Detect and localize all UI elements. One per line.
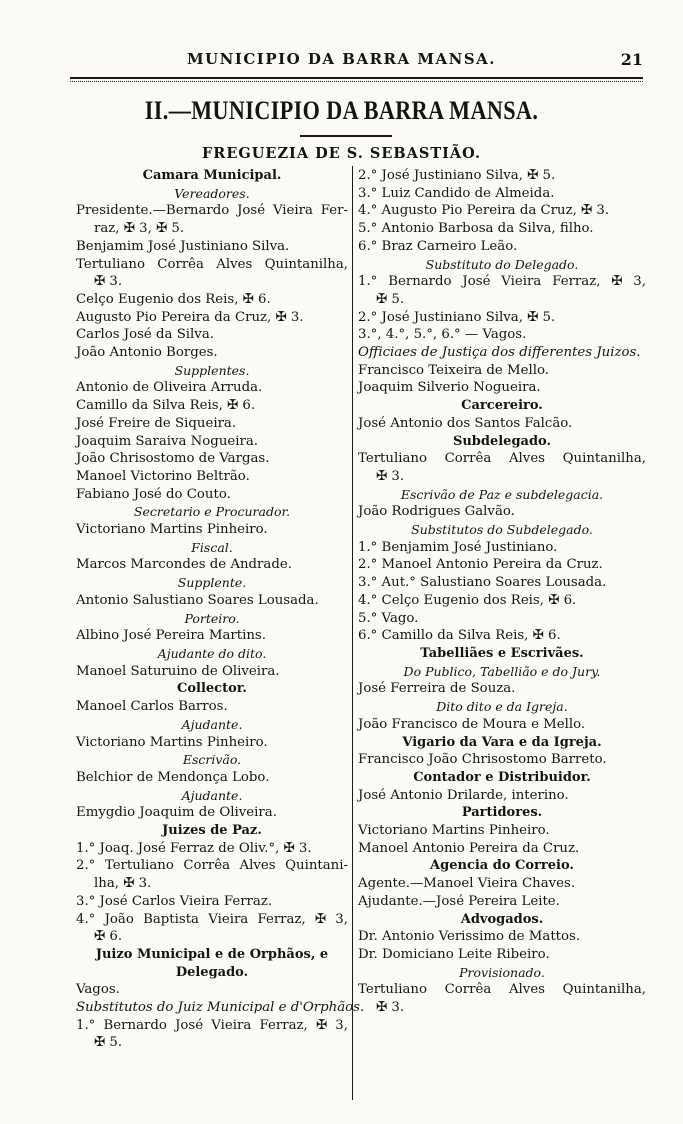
entry-line: ✠ 3. — [376, 468, 405, 484]
entry-line: 2.° José Justiniano Silva, ✠ 5. — [358, 309, 556, 325]
entry-line: Tertuliano Corrêa Alves Quintanilha, — [358, 982, 646, 998]
section-heading: Partidores. — [461, 805, 543, 821]
entry-line: Francisco João Chrisostomo Barreto. — [358, 752, 607, 768]
entry-line: 2.° Manoel Antonio Pereira da Cruz. — [358, 557, 603, 573]
entry-line: Joaquim Silverio Nogueira. — [358, 380, 541, 396]
entry-line: 3.° Luiz Candido de Almeida. — [358, 185, 555, 201]
entry-line: ✠ 6. — [94, 929, 123, 945]
entry-line: 4.° Augusto Pio Pereira da Cruz, ✠ 3. — [358, 203, 610, 219]
section-heading: Advogados. — [460, 911, 544, 927]
entry-line: raz, ✠ 3, ✠ 5. — [94, 221, 185, 237]
entry-line: Manoel Antonio Pereira da Cruz. — [358, 840, 580, 856]
entry-line: 3.° Aut.° Salustiano Soares Lousada. — [358, 575, 607, 591]
entry-line: Benjamim José Justiniano Silva. — [76, 238, 290, 254]
page-number: 21 — [620, 50, 643, 69]
section-heading: Escrivão de Paz e subdelegacia. — [400, 486, 604, 502]
left-column — [76, 167, 365, 1052]
section-heading: Escrivão. — [182, 752, 242, 768]
section-heading: Vigario da Vara e da Igreja. — [402, 734, 602, 750]
entry-line: Officiaes de Justiça dos differentes Juizos. — [358, 345, 641, 361]
entry-line: Substitutos do Juiz Municipal e d'Orphãos. — [76, 1000, 365, 1016]
entry-line: Carlos José da Silva. — [76, 327, 214, 343]
entry-line: 4.° João Baptista Vieira Ferraz, ✠ 3, — [76, 911, 348, 927]
entry-line: 1.° Bernardo José Vieira Ferraz, ✠ 3, — [76, 1017, 348, 1033]
entry-line: José Antonio dos Santos Falcão. — [358, 415, 573, 431]
section-heading: Fiscal. — [191, 539, 233, 555]
entry-line: 3.° José Carlos Vieira Ferraz. — [76, 893, 273, 909]
entry-line: Joaquim Saraiva Nogueira. — [76, 433, 259, 449]
entry-line: 5.° Antonio Barbosa da Silva, filho. — [358, 221, 594, 237]
section-heading: Subdelegado. — [452, 433, 552, 449]
entry-line: 6.° Braz Carneiro Leão. — [358, 238, 518, 254]
header-rule — [70, 77, 643, 79]
entry-line: Dr. Domiciano Leite Ribeiro. — [358, 946, 550, 962]
entry-line: Antonio Salustiano Soares Lousada. — [76, 592, 319, 608]
section-heading: Delegado. — [175, 964, 249, 980]
section-heading: Ajudante do dito. — [157, 645, 267, 661]
entry-line: 6.° Camillo da Silva Reis, ✠ 6. — [358, 628, 561, 644]
section-heading: Ajudante. — [181, 787, 243, 803]
entry-line: Albino José Pereira Martins. — [76, 628, 266, 644]
section-heading: Supplente. — [177, 575, 247, 591]
entry-line: Augusto Pio Pereira da Cruz, ✠ 3. — [76, 309, 304, 325]
section-heading: Secretario e Procurador. — [133, 504, 291, 520]
section-heading: Agencia do Correio. — [430, 858, 574, 874]
section-heading: Ajudante. — [181, 716, 243, 732]
running-title: MUNICIPIO DA BARRA MANSA. — [186, 50, 497, 68]
section-heading: Camara Municipal. — [142, 168, 282, 183]
section-heading: Porteiro. — [184, 610, 240, 626]
section-heading: Tabelliães e Escrivães. — [420, 645, 584, 661]
running-header — [0, 50, 683, 72]
section-heading: Dito dito e da Igreja. — [436, 699, 568, 715]
entry-line: ✠ 5. — [94, 1035, 123, 1051]
section-heading: Carcereiro. — [461, 398, 543, 414]
section-heading: Supplentes. — [174, 362, 250, 378]
entry-line: João Francisco de Moura e Mello. — [358, 716, 586, 732]
entry-line: 3.°, 4.°, 5.°, 6.° — Vagos. — [358, 327, 527, 343]
entry-line: Victoriano Martins Pinheiro. — [76, 734, 268, 750]
entry-line: ✠ 3. — [94, 274, 123, 290]
entry-line: Presidente.—Bernardo José Vieira Fer- — [76, 203, 348, 219]
section-heading: Collector. — [177, 681, 247, 697]
chapter-title: II.—MUNICIPIO DA BARRA MANSA. — [144, 96, 539, 125]
entry-line: José Antonio Drilarde, interino. — [358, 787, 569, 803]
right-column — [358, 167, 646, 1017]
parish-title: FREGUEZIA DE S. SEBASTIÃO. — [201, 145, 482, 162]
entry-line: 1.° Bernardo José Vieira Ferraz, ✠ 3, — [358, 274, 646, 290]
entry-line: 1.° Joaq. José Ferraz de Oliv.°, ✠ 3. — [76, 840, 312, 856]
entry-line: 2.° Tertuliano Corrêa Alves Quintani- — [76, 858, 348, 874]
entry-line: ✠ 3. — [376, 1000, 405, 1016]
entry-line: João Rodrigues Galvão. — [358, 504, 515, 520]
entry-line: João Antonio Borges. — [76, 345, 218, 361]
entry-line: João Chrisostomo de Vargas. — [76, 451, 270, 467]
entry-line: Vagos. — [76, 982, 120, 998]
entry-line: Manoel Saturuino de Oliveira. — [76, 663, 280, 679]
entry-line: Manoel Victorino Beltrão. — [76, 468, 250, 484]
entry-line: Camillo da Silva Reis, ✠ 6. — [76, 398, 256, 414]
entry-line: Francisco Teixeira de Mello. — [358, 362, 549, 378]
entry-line: Manoel Carlos Barros. — [76, 699, 228, 715]
entry-line: 1.° Benjamim José Justiniano. — [358, 539, 558, 555]
chapter-rule — [300, 135, 392, 137]
section-heading: Do Publico, Tabellião e do Jury. — [403, 663, 601, 679]
entry-line: Ajudante.—José Pereira Leite. — [358, 893, 560, 909]
header-dotted-rule — [70, 81, 643, 82]
entry-line: 5.° Vago. — [358, 610, 419, 626]
entry-line: Tertuliano Corrêa Alves Quintanilha, — [358, 451, 646, 467]
entry-line: Dr. Antonio Verissimo de Mattos. — [358, 929, 581, 945]
entry-line: Agente.—Manoel Vieira Chaves. — [358, 876, 576, 892]
entry-line: Antonio de Oliveira Arruda. — [76, 380, 263, 396]
section-heading: Vereadores. — [174, 185, 250, 201]
entry-line: Celço Eugenio dos Reis, ✠ 6. — [76, 291, 271, 307]
column-divider — [352, 166, 353, 1100]
entry-line: Fabiano José do Couto. — [76, 486, 231, 502]
entry-line: Tertuliano Corrêa Alves Quintanilha, — [76, 256, 348, 272]
entry-line: ✠ 5. — [376, 291, 405, 307]
section-heading: Substituto do Delegado. — [425, 256, 579, 272]
entry-line: lha, ✠ 3. — [94, 876, 152, 892]
section-heading: Contador e Distribuidor. — [413, 769, 591, 785]
entry-line: Belchior de Mendonça Lobo. — [76, 769, 270, 785]
entry-line: 2.° José Justiniano Silva, ✠ 5. — [358, 168, 556, 183]
section-heading: Juizo Municipal e de Orphãos, e — [95, 946, 329, 962]
section-heading: Provisionado. — [459, 964, 545, 980]
entry-line: Victoriano Martins Pinheiro. — [76, 522, 268, 538]
entry-line: Victoriano Martins Pinheiro. — [358, 823, 550, 839]
entry-line: 4.° Celço Eugenio dos Reis, ✠ 6. — [358, 592, 577, 608]
entry-line: Emygdio Joaquim de Oliveira. — [76, 805, 277, 821]
entry-line: José Ferreira de Souza. — [358, 681, 516, 697]
entry-line: Marcos Marcondes de Andrade. — [76, 557, 292, 573]
section-heading: Juizes de Paz. — [162, 823, 262, 839]
section-heading: Substitutos do Subdelegado. — [411, 522, 593, 538]
entry-line: José Freire de Siqueira. — [76, 415, 237, 431]
